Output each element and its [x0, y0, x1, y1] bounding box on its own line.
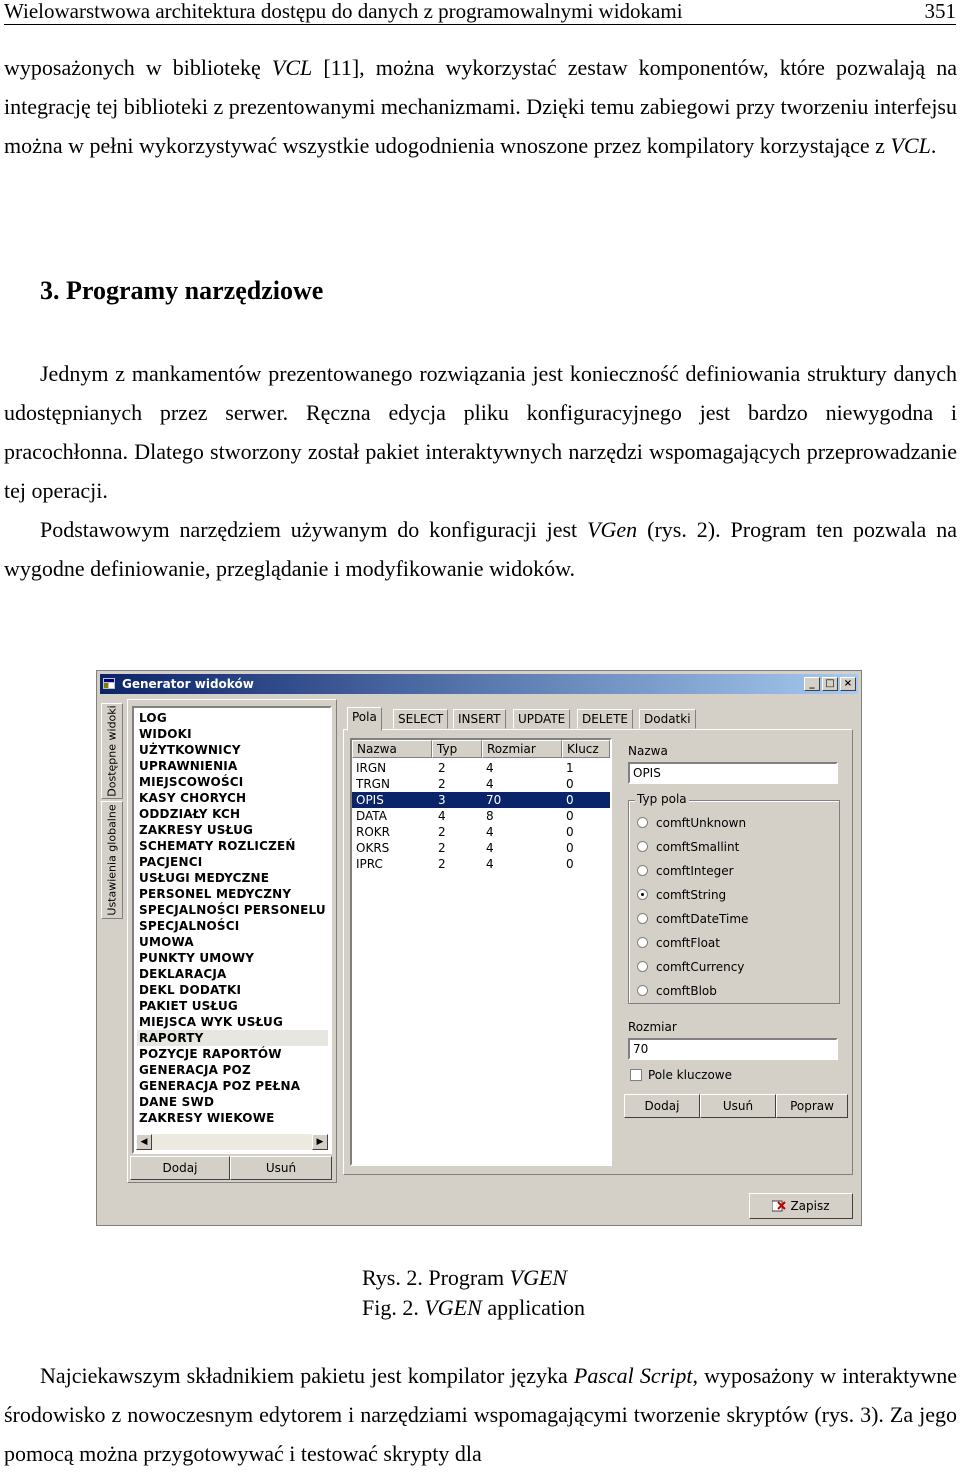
col-nazwa[interactable]: Nazwa — [352, 740, 432, 758]
type-radio-comftSmallint[interactable] — [637, 839, 739, 855]
app-window-screenshot — [96, 670, 862, 1226]
table-cell: 0 — [566, 793, 574, 807]
name-label: Nazwa — [628, 744, 668, 758]
caption-pl-text: Rys. 2. Program — [362, 1265, 510, 1290]
intro-paragraph — [4, 48, 957, 165]
table-cell: 70 — [486, 793, 502, 807]
closing-text-1: Najciekawszym składnikiem pakietu jest kompilator języka — [40, 1363, 574, 1388]
radio-label: comftBlob — [656, 984, 717, 998]
view-list-item[interactable]: UMOWA — [139, 935, 194, 949]
table-cell: 0 — [566, 841, 574, 855]
view-list-item[interactable]: PACJENCI — [139, 855, 203, 869]
fields-grid[interactable] — [350, 738, 612, 1166]
views-list — [137, 710, 328, 1126]
view-list-item[interactable]: MIEJSCOWOŚCI — [139, 775, 244, 789]
table-cell: TRGN — [356, 777, 390, 791]
field-type-group — [628, 792, 840, 1004]
table-cell: OPIS — [356, 793, 384, 807]
table-row[interactable] — [352, 824, 610, 840]
view-list-item[interactable]: DEKL DODATKI — [139, 983, 242, 997]
table-cell: 4 — [486, 761, 494, 775]
caption-pl-vgen: VGEN — [509, 1265, 568, 1290]
view-list-item[interactable]: USŁUGI MEDYCZNE — [139, 871, 270, 885]
running-header — [4, 0, 956, 25]
p2-text-1: Podstawowym narzędziem używanym do konfiguracji jest — [40, 517, 588, 542]
closing-paragraph — [4, 1356, 957, 1473]
key-checkbox[interactable] — [630, 1068, 732, 1082]
intro-text-1: wyposażonych w bibliotekę — [4, 55, 272, 80]
caption-en-vgen: VGEN — [424, 1295, 482, 1320]
type-radio-comftFloat[interactable] — [637, 935, 720, 951]
table-cell: 2 — [438, 761, 446, 775]
p2-text-2: (rys. 2). Program ten pozwala na wygodne definiowanie, przeglądanie i modyfikowanie widoków. — [4, 517, 957, 581]
minimize-icon[interactable]: _ — [804, 677, 820, 691]
radio-label: comftDateTime — [656, 912, 749, 926]
section-heading — [40, 276, 323, 306]
view-list-item[interactable]: ZAKRESY WIEKOWE — [139, 1111, 275, 1125]
tab-select[interactable]: SELECT — [393, 709, 448, 729]
table-cell: 2 — [438, 841, 446, 855]
tab-available-views[interactable] — [101, 703, 123, 799]
size-label: Rozmiar — [628, 1020, 677, 1034]
view-list-item[interactable]: PERSONEL MEDYCZNY — [139, 887, 292, 901]
section-title: Programy narzędziowe — [66, 276, 324, 305]
caption-en-text-1: Fig. 2. — [362, 1295, 425, 1320]
type-radio-comftBlob[interactable] — [637, 983, 717, 999]
close-icon[interactable]: × — [840, 677, 856, 691]
radio-icon[interactable] — [637, 817, 648, 828]
view-list-item[interactable]: ZAKRESY USŁUG — [139, 823, 254, 837]
tab-strip — [343, 707, 855, 729]
tab-pola[interactable]: Pola — [347, 707, 382, 731]
view-list-item[interactable]: PUNKTY UMOWY — [139, 951, 255, 965]
radio-label: comftFloat — [656, 936, 720, 950]
right-add-button[interactable]: Dodaj — [624, 1094, 700, 1118]
save-label: Zapisz — [790, 1199, 830, 1213]
type-radio-comftString[interactable] — [637, 887, 726, 903]
table-cell: 0 — [566, 809, 574, 823]
right-fix-button[interactable]: Popraw — [776, 1094, 848, 1118]
views-panel — [127, 699, 337, 1183]
table-cell: DATA — [356, 809, 387, 823]
radio-label: comftInteger — [656, 864, 734, 878]
horizontal-scrollbar[interactable] — [136, 1134, 328, 1150]
checkbox-icon[interactable] — [630, 1069, 642, 1081]
tab-global-settings[interactable] — [101, 801, 123, 919]
radio-icon[interactable] — [637, 865, 648, 876]
intro-text-2: [11], można wykorzystać zestaw komponentów, które pozwalają na integrację tej biblioteki z prezentowanymi mechanizmami. Dzięki temu zabiegowi przy tworzeniu interfejsu można w pełni wykorzystywać wszystkie udogodnienia wnoszone przez kompilatory korzystające z — [4, 55, 958, 158]
fields-panel — [343, 701, 855, 1175]
table-cell: ROKR — [356, 825, 390, 839]
table-cell: 0 — [566, 857, 574, 871]
type-radio-comftUnknown[interactable] — [637, 815, 746, 831]
table-cell: IRGN — [356, 761, 387, 775]
col-typ[interactable]: Typ — [432, 740, 482, 758]
title-bar — [100, 674, 858, 694]
table-cell: 4 — [486, 841, 494, 855]
vgen-term: VGen — [587, 517, 638, 542]
view-list-item[interactable]: DANE SWD — [139, 1095, 215, 1109]
view-list-item[interactable]: ODDZIAŁY KCH — [139, 807, 241, 821]
view-list-item[interactable]: KASY CHORYCH — [139, 791, 247, 805]
view-list-item[interactable]: GENERACJA POZ PEŁNA — [139, 1079, 301, 1093]
tab-update[interactable]: UPDATE — [513, 709, 570, 729]
right-remove-button[interactable]: Usuń — [700, 1094, 776, 1118]
field-type-title: Typ pola — [637, 792, 687, 806]
table-row[interactable] — [352, 760, 610, 776]
table-row[interactable] — [352, 792, 610, 808]
size-field[interactable]: 70 — [628, 1038, 838, 1060]
intro-text-3: . — [930, 133, 937, 158]
header-title: Wielowarstwowa architektura dostępu do danych z programowalnymi widokami — [4, 0, 683, 23]
section-paragraph-2 — [4, 510, 957, 588]
page-number: 351 — [924, 0, 956, 23]
radio-label: comftCurrency — [656, 960, 745, 974]
view-list-item[interactable]: DEKLARACJA — [139, 967, 227, 981]
scroll-right-icon[interactable]: ▶ — [312, 1134, 328, 1150]
vertical-tabs — [101, 703, 125, 917]
type-radio-comftCurrency[interactable] — [637, 959, 744, 975]
radio-icon[interactable] — [637, 961, 648, 972]
view-list-item[interactable]: MIEJSCA WYK USŁUG — [139, 1015, 284, 1029]
tab-dodatki[interactable]: Dodatki — [639, 709, 696, 729]
save-button[interactable] — [749, 1193, 853, 1219]
app-icon — [103, 678, 115, 689]
view-list-item[interactable]: LOG — [139, 711, 167, 725]
table-row[interactable] — [352, 808, 610, 824]
table-cell: 2 — [438, 825, 446, 839]
view-list-item[interactable]: GENERACJA POZ — [139, 1063, 251, 1077]
vtab-label: Ustawienia globalne — [105, 804, 119, 916]
vtab-label: Dostępne widoki — [105, 705, 119, 797]
table-cell: IPRC — [356, 857, 383, 871]
table-cell: 8 — [486, 809, 494, 823]
radio-icon[interactable] — [637, 841, 648, 852]
table-cell: 4 — [486, 825, 494, 839]
table-cell: 4 — [486, 777, 494, 791]
table-row[interactable] — [352, 776, 610, 792]
caption-en-text-2: application — [481, 1295, 586, 1320]
table-cell: 0 — [566, 825, 574, 839]
view-list-item[interactable]: POZYCJE RAPORTÓW — [139, 1047, 282, 1061]
radio-label: comftString — [656, 888, 727, 902]
tab-body — [343, 729, 853, 1175]
radio-label: comftSmallint — [656, 840, 740, 854]
radio-icon[interactable] — [637, 913, 648, 924]
section-number: 3. — [40, 276, 60, 305]
table-cell: 4 — [486, 857, 494, 871]
figure-caption-pl — [362, 1263, 567, 1293]
save-icon — [772, 1200, 786, 1212]
table-row[interactable] — [352, 856, 610, 872]
maximize-icon[interactable]: □ — [822, 677, 838, 691]
view-list-item[interactable]: SPECJALNOŚCI — [139, 919, 240, 933]
radio-icon[interactable] — [637, 985, 648, 996]
tab-delete[interactable]: DELETE — [577, 709, 633, 729]
col-rozmiar[interactable]: Rozmiar — [482, 740, 562, 758]
closing-text-2: , wyposażony w interaktywne środowisko z nowoczesnym edytorem i narzędziami wspomagającymi tworzenie skryptów (rys. 3). Za jego pomocą można przygotowywać i testować skrypty dla — [4, 1363, 957, 1466]
view-list-item[interactable]: PAKIET USŁUG — [139, 999, 238, 1013]
left-add-button[interactable]: Dodaj — [130, 1156, 230, 1180]
table-cell: 2 — [438, 777, 446, 791]
view-list-item[interactable]: RAPORTY — [137, 1030, 328, 1046]
view-list-item[interactable]: UŻYTKOWNICY — [139, 743, 241, 757]
col-klucz[interactable]: Klucz — [562, 740, 610, 758]
radio-icon[interactable] — [637, 889, 648, 900]
left-remove-button[interactable]: Usuń — [230, 1156, 332, 1180]
table-cell: 1 — [566, 761, 574, 775]
view-list-item[interactable]: SCHEMATY ROZLICZEŃ — [139, 839, 296, 853]
table-row[interactable] — [352, 840, 610, 856]
view-list-item[interactable]: WIDOKI — [139, 727, 192, 741]
type-radio-comftInteger[interactable] — [637, 863, 734, 879]
grid-header — [352, 740, 610, 758]
table-cell: 3 — [438, 793, 446, 807]
figure-caption-en — [362, 1293, 585, 1323]
type-radio-comftDateTime[interactable] — [637, 911, 748, 927]
view-list-item[interactable]: UPRAWNIENIA — [139, 759, 238, 773]
key-checkbox-label: Pole kluczowe — [648, 1068, 733, 1082]
views-listbox[interactable] — [132, 706, 332, 1154]
section-paragraph-1: Jednym z mankamentów prezentowanego rozwiązania jest konieczność definiowania struktury danych udostępnianych przez serwer. Ręczna edycja pliku konfiguracyjnego jest bardzo niewygodna i pracochłonna. Dlatego stworzony został pakiet interaktywnych narzędzi wspomagających przeprowadzanie tej operacji. — [4, 361, 957, 503]
name-field[interactable]: OPIS — [628, 762, 838, 784]
radio-label: comftUnknown — [656, 816, 747, 830]
pascal-script-term: Pascal Script — [573, 1363, 693, 1388]
view-list-item[interactable]: SPECJALNOŚCI PERSONELU — [139, 903, 326, 917]
table-cell: 0 — [566, 777, 574, 791]
table-cell: OKRS — [356, 841, 390, 855]
scroll-left-icon[interactable]: ◀ — [136, 1134, 152, 1150]
table-cell: 2 — [438, 857, 446, 871]
vcl-term: VCL — [271, 55, 313, 80]
vcl-term-2: VCL — [890, 133, 931, 158]
radio-icon[interactable] — [637, 937, 648, 948]
window-title: Generator widoków — [122, 677, 254, 691]
tab-insert[interactable]: INSERT — [453, 709, 506, 729]
table-cell: 4 — [438, 809, 446, 823]
